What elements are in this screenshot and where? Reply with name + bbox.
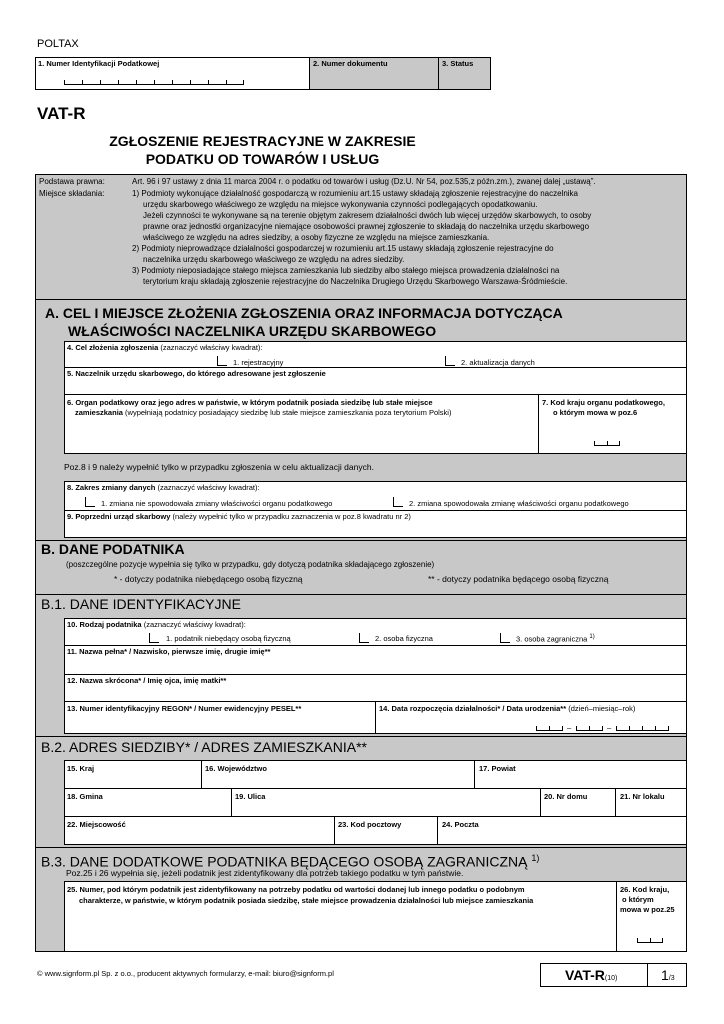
f10-opt1: 1. podatnik niebędący osobą fizyczną <box>166 634 291 643</box>
f14-sep: – <box>567 723 572 732</box>
f10-checkbox-1[interactable] <box>149 633 159 643</box>
f10-opt2: 2. osoba fizyczna <box>375 634 433 643</box>
place-line-4: prawne oraz jednostki organizacyjne niemające osobowości prawnej zgłoszenie to składają do naczelnika urzędu skarbowego <box>143 222 590 231</box>
f17-label: 17. Powiat <box>479 764 516 773</box>
place-line-3: Jeżeli czynności te wykonywane są na terenie objętym zakresem działalności dwóch lub więcej urzędów skarbowych, to osoby <box>143 211 592 220</box>
place-label: Miejsce składania: <box>39 189 105 198</box>
f6-hint: (wypełniają podatnicy posiadający siedzibę lub stałe miejsce zamieszkania poza terytorium Polski) <box>125 408 452 417</box>
nip-label: 1. Numer Identyfikacji Podatkowej <box>38 59 160 68</box>
footer-code-box <box>540 963 687 987</box>
footer-credit: © www.signform.pl Sp. z o.o., producent aktywnych formularzy, e-mail: biuro@signform.pl <box>37 969 334 978</box>
field-6[interactable] <box>64 394 539 454</box>
field-13[interactable] <box>64 701 376 734</box>
f8-opt2: 2. zmiana spowodowała zmianę właściwości organu podatkowego <box>409 499 629 508</box>
f9-hint: (należy wypełnić tylko w przypadku zaznaczenia w poz.8 kwadratu nr 2) <box>172 512 411 521</box>
form-code: VAT-R <box>37 104 86 123</box>
document-number-label: 2. Numer dokumentu <box>313 59 388 68</box>
f7-label-a: 7. Kod kraju organu podatkowego, <box>542 398 665 407</box>
place-line-2: urzędu skarbowego właściwego ze względu na miejsce wykonywania czynności podlegających opodatkowaniu. <box>143 200 538 209</box>
field-22[interactable] <box>64 816 335 845</box>
status-label: 3. Status <box>442 59 474 68</box>
f10-hint: (zaznaczyć właściwy kwadrat): <box>143 620 246 629</box>
f8-checkbox-2[interactable] <box>393 497 403 507</box>
f10-label: 10. Rodzaj podatnika <box>67 620 142 629</box>
f11-label: 11. Nazwa pełna* / Nazwisko, pierwsze imię, drugie imię** <box>67 647 271 656</box>
f14-month-ticks <box>576 726 603 731</box>
field-14[interactable] <box>375 701 687 734</box>
f14-sep: – <box>607 723 612 732</box>
section-b1-title: B.1. DANE IDENTYFIKACYJNE <box>41 596 241 612</box>
field-10 <box>64 618 687 646</box>
f13-label: 13. Numer identyfikacyjny REGON* / Numer ewidencyjny PESEL** <box>67 704 302 713</box>
f14-day-ticks <box>536 726 563 731</box>
section-b3-sup: 1) <box>531 853 540 863</box>
f10-sup: 1) <box>589 634 595 640</box>
divider <box>35 847 687 848</box>
f23-label: 23. Kod pocztowy <box>338 820 402 829</box>
section-b3-title: B.3. DANE DODATKOWE PODATNIKA BĘDĄCEGO OSOBĄ ZAGRANICZNĄ <box>41 853 528 870</box>
section-b-note: (poszczególne pozycje wypełnia się tylko w przypadku, gdy dotyczą podatnika składającego zgłoszenie) <box>66 560 435 569</box>
f26-label-a: 26. Kod kraju, <box>620 885 670 894</box>
field-9[interactable] <box>64 510 687 538</box>
field-16[interactable] <box>201 760 475 789</box>
field-5[interactable] <box>64 367 687 395</box>
f5-label: 5. Naczelnik urzędu skarbowego, do którego adresowane jest zgłoszenie <box>67 369 326 378</box>
footer-page: 1 <box>661 967 669 983</box>
field-18[interactable] <box>64 788 232 817</box>
f26-digit-ticks <box>637 938 663 943</box>
form-title-line2: PODATKU OD TOWARÓW I USŁUG <box>145 151 380 167</box>
f21-label: 21. Nr lokalu <box>620 792 665 801</box>
f4-hint: (zaznaczyć właściwy kwadrat): <box>160 343 263 352</box>
place-line-6: 2) Podmioty nieprowadzące działalności gospodarczej w rozumieniu art.15 ustawy składają zgłoszenie rejestracyjne do <box>132 244 554 253</box>
f7-label-b: o którym mowa w poz.6 <box>553 408 638 417</box>
f19-label: 19. Ulica <box>235 792 266 801</box>
f4-checkbox-1[interactable] <box>217 356 227 366</box>
f14-year-ticks <box>616 726 669 731</box>
nip-field[interactable] <box>35 57 310 90</box>
f25-label-b: charakterze, w państwie, w którym podatnik posiada siedzibę, stałe miejsce prowadzenia działalności lub miejsce zamieszkania <box>79 896 534 905</box>
field-19[interactable] <box>231 788 541 817</box>
divider <box>35 299 687 300</box>
f4-opt1: 1. rejestracyjny <box>233 358 284 367</box>
place-line-9: terytorium kraju składają zgłoszenie rejestracyjne do Naczelnika Drugiego Urzędu Skarbowego Warszawa-Śródmieście. <box>143 277 568 286</box>
f7-digit-ticks <box>594 441 620 446</box>
f6-label-b: zamieszkania <box>75 408 123 417</box>
field-21[interactable] <box>615 788 687 817</box>
section-b-title: B. DANE PODATNIKA <box>41 541 185 557</box>
nip-digit-ticks <box>64 80 244 85</box>
footer-divider <box>647 964 648 986</box>
f4-opt2: 2. aktualizacja danych <box>461 358 535 367</box>
f6-label-a: 6. Organ podatkowy oraz jego adres w państwie, w którym podatnik posiada siedzibę lub stałe miejsce <box>67 398 433 407</box>
place-line-7: naczelnika urzędu skarbowego właściwego ze względu na adres siedziby. <box>143 255 405 264</box>
field-12[interactable] <box>64 674 687 702</box>
note-8-9: Poz.8 i 9 należy wypełnić tylko w przypadku zgłoszenia w celu aktualizacji danych. <box>64 462 374 472</box>
field-23[interactable] <box>334 816 438 845</box>
form-title-line1: ZGŁOSZENIE REJESTRACYJNE W ZAKRESIE <box>109 133 416 149</box>
f24-label: 24. Poczta <box>442 820 479 829</box>
field-8 <box>64 481 687 511</box>
basis-label: Podstawa prawna: <box>39 177 105 186</box>
divider <box>35 594 687 595</box>
f10-opt3: 3. osoba zagraniczna <box>516 634 588 644</box>
f4-checkbox-2[interactable] <box>445 356 455 366</box>
f9-label: 9. Poprzedni urząd skarbowy <box>67 512 171 521</box>
field-17[interactable] <box>474 760 687 789</box>
f25-label-a: 25. Numer, pod którym podatnik jest zidentyfikowany na potrzeby podatku od wartości dodanej lub innego podatku o podobnym <box>67 885 525 894</box>
section-b3-note: Poz.25 i 26 wypełnia się, jeżeli podatnik jest zidentyfikowany dla potrzeb takiego podatku w tym państwie. <box>66 868 464 878</box>
star1-note: * - dotyczy podatnika niebędącego osobą fizyczną <box>114 574 303 584</box>
place-line-8: 3) Podmioty nieposiadające stałego miejsca zamieszkania lub siedziby albo stałego miejsca prowadzenia działalności na <box>132 266 560 275</box>
status-field <box>438 57 491 90</box>
f16-label: 16. Województwo <box>205 764 267 773</box>
f18-label: 18. Gmina <box>67 792 103 801</box>
f8-label: 8. Zakres zmiany danych <box>67 483 156 492</box>
field-20[interactable] <box>540 788 616 817</box>
field-15[interactable] <box>64 760 202 789</box>
f4-label: 4. Cel złożenia zgłoszenia <box>67 343 159 352</box>
field-25[interactable] <box>64 881 617 952</box>
section-a-title-1: A. CEL I MIEJSCE ZŁOŻENIA ZGŁOSZENIA ORAZ INFORMACJA DOTYCZĄCA <box>45 305 563 321</box>
footer-code: VAT-R <box>565 967 605 983</box>
field-11[interactable] <box>64 645 687 675</box>
f8-checkbox-1[interactable] <box>85 497 95 507</box>
f20-label: 20. Nr domu <box>544 792 588 801</box>
form-title <box>100 132 425 168</box>
f12-label: 12. Nazwa skrócona* / Imię ojca, imię matki** <box>67 676 227 685</box>
star2-note: ** - dotyczy podatnika będącego osobą fizyczną <box>428 574 609 584</box>
f10-checkbox-2[interactable] <box>359 633 369 643</box>
field-26[interactable] <box>616 881 687 952</box>
field-24[interactable] <box>437 816 687 845</box>
f14-hint: (dzień–miesiąc–rok) <box>568 704 636 713</box>
basis-text: Art. 96 i 97 ustawy z dnia 11 marca 2004 r. o podatku od towarów i usług (Dz.U. Nr 54, poz.535,z późn.zm.), zwanej dalej „ustawą”. <box>132 177 596 186</box>
footer-pages: /3 <box>668 975 675 982</box>
place-line-1: 1) Podmioty wykonujące działalność gospodarczą w rozumieniu art.15 ustawy składają zgłoszenie rejestracyjne do naczelnika <box>132 189 579 198</box>
f8-hint: (zaznaczyć właściwy kwadrat): <box>157 483 260 492</box>
section-a-title-2: WŁAŚCIWOŚCI NACZELNIKA URZĘDU SKARBOWEGO <box>68 323 437 339</box>
document-number-field <box>309 57 439 90</box>
f15-label: 15. Kraj <box>67 764 95 773</box>
divider <box>35 736 687 737</box>
place-line-5: właściwego ze względu na adres siedziby, a osoby fizyczne ze względu na miejsce zamieszkania. <box>143 233 490 242</box>
f8-opt1: 1. zmiana nie spowodowała zmiany właściwości organu podatkowego <box>101 499 333 508</box>
f26-label-c: mowa w poz.25 <box>620 905 675 914</box>
f22-label: 22. Miejscowość <box>67 820 126 829</box>
field-4 <box>64 341 687 368</box>
f10-checkbox-3[interactable] <box>500 633 510 643</box>
f14-label: 14. Data rozpoczęcia działalności* / Data urodzenia** <box>379 704 567 713</box>
footer-version: (10) <box>604 975 618 982</box>
section-b2-title: B.2. ADRES SIEDZIBY* / ADRES ZAMIESZKANIA** <box>41 739 367 755</box>
poltax-label: POLTAX <box>37 38 79 50</box>
field-7[interactable] <box>538 394 687 454</box>
f26-label-b: o którym <box>622 895 654 904</box>
